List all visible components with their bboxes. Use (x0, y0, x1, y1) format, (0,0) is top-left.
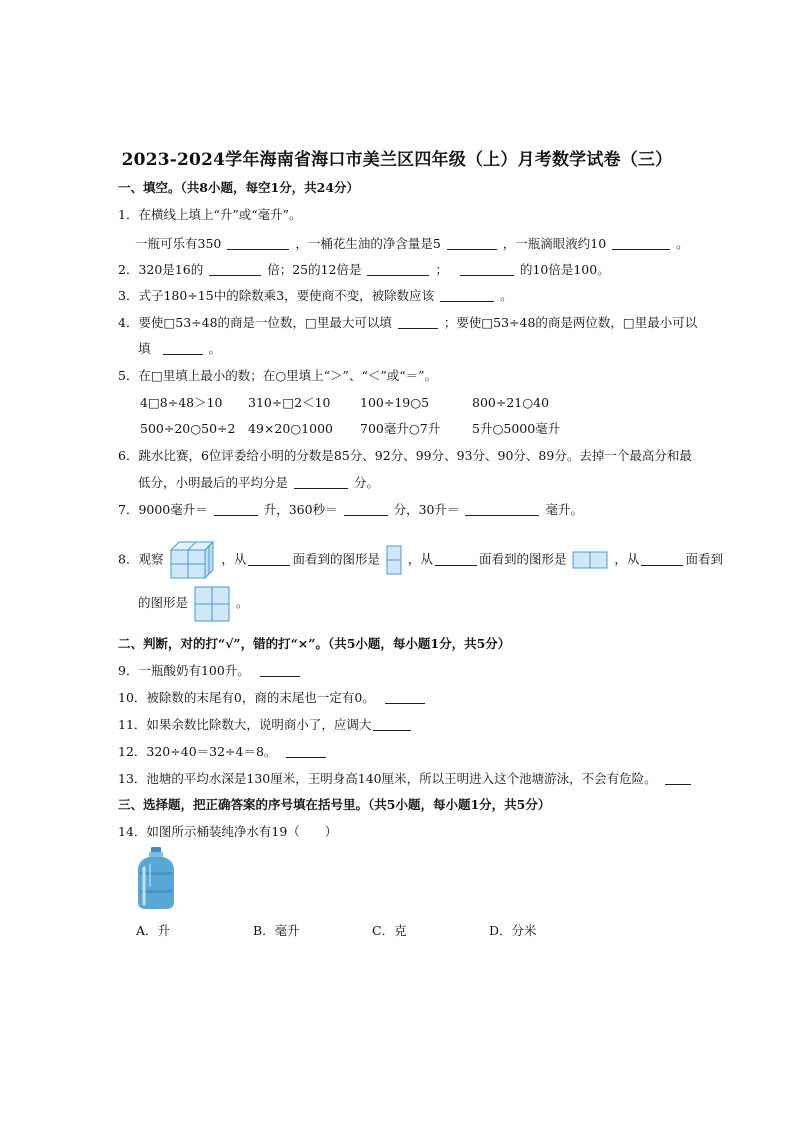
answer-blank[interactable] (367, 263, 429, 276)
question-4-line-1: 4．要使□53÷48的商是一位数，□里最大可以填 ；要使□53÷48的商是两位数，□里最小可以 (118, 315, 698, 330)
compare-item: 500÷20○50÷2 (140, 421, 236, 436)
option-a[interactable]: A．升 (136, 923, 171, 938)
answer-blank[interactable] (248, 553, 290, 566)
question-8-line-2: 的图形是 。 (138, 585, 249, 622)
question-7: 7．9000毫升＝ 升，360秒＝ 分，30升＝ 毫升。 (118, 502, 583, 517)
question-11: 11．如果余数比除数大，说明商小了，应调大 (118, 717, 413, 733)
answer-blank[interactable] (398, 316, 438, 329)
view-shape-vertical (386, 545, 402, 575)
compare-item: 5升○5000毫升 (472, 421, 561, 436)
page-title: 2023-2024学年海南省海口市美兰区四年级（上）月考数学试卷（三） (121, 150, 673, 170)
option-b[interactable]: B．毫升 (253, 923, 300, 938)
answer-blank[interactable] (286, 745, 326, 758)
section-heading-fill: 一、填空。（共8小题，每空1分，共24分） (118, 180, 360, 195)
option-c[interactable]: C．克 (372, 923, 407, 938)
answer-blank[interactable] (460, 263, 514, 276)
section-heading-judge: 二、判断，对的打“√”，错的打“×”。（共5小题，每小题1分，共5分） (118, 636, 511, 651)
section-heading-choice: 三、选择题，把正确答案的序号填在括号里。（共5小题，每小题1分，共5分） (118, 797, 551, 812)
question-1-stem: 1．在横线上填上“升”或“毫升”。 (118, 207, 302, 222)
answer-blank[interactable] (385, 691, 425, 704)
compare-item: 100÷19○5 (360, 395, 430, 410)
compare-item: 4□8÷48＞10 (140, 395, 223, 410)
compare-item: 700毫升○7升 (360, 421, 441, 436)
question-1-body: 一瓶可乐有350 ，一桶花生油的净含量是5 ，一瓶滴眼液约10 。 (135, 236, 689, 251)
answer-blank[interactable] (227, 237, 289, 250)
answer-blank[interactable] (465, 503, 539, 516)
answer-blank[interactable] (447, 237, 497, 250)
answer-blank[interactable] (435, 553, 477, 566)
question-12: 12．320÷40＝32÷4＝8。 (118, 744, 328, 760)
question-14-stem: 14．如图所示桶装纯净水有19（ ） (118, 824, 338, 839)
question-5-stem: 5．在□里填上最小的数；在○里填上“＞”、“＜”或“＝”。 (118, 368, 438, 383)
answer-blank[interactable] (440, 289, 494, 302)
option-d[interactable]: D．分米 (489, 923, 537, 938)
question-6-line-1: 6．跳水比赛，6位评委给小明的分数是85分、92分、99分、93分、90分、89分。去掉一个最高分和最 (118, 448, 692, 463)
question-9: 9．一瓶酸奶有100升。 (118, 663, 302, 679)
cube-figure (169, 540, 215, 580)
question-3: 3．式子180÷15中的除数乘3，要使商不变，被除数应该 。 (118, 288, 513, 303)
compare-item: 49×20○1000 (248, 421, 334, 436)
water-bottle-image (134, 846, 178, 910)
question-4-line-2: 填 。 (138, 341, 221, 356)
question-8-line-1: 8．观察 ，从 面看到的图形是 ，从 面看到的图形是 ，从 面看到 (118, 540, 723, 580)
question-10: 10．被除数的末尾有0，商的末尾也一定有0。 (118, 690, 427, 706)
answer-blank[interactable] (373, 718, 411, 731)
compare-item: 800÷21○40 (472, 395, 550, 410)
question-13: 13．池塘的平均水深是130厘米，王明身高140厘米，所以王明进入这个池塘游泳，不会有危险。 (118, 771, 693, 787)
question-2: 2．320是16的 倍；25的12倍是 ； 的10倍是100。 (118, 262, 610, 277)
answer-blank[interactable] (665, 772, 691, 785)
answer-blank[interactable] (641, 553, 683, 566)
answer-blank[interactable] (294, 476, 348, 489)
question-6-line-2: 低分，小明最后的平均分是 分。 (138, 475, 379, 490)
answer-blank[interactable] (209, 263, 261, 276)
compare-item: 310÷□2＜10 (248, 395, 331, 410)
answer-blank[interactable] (612, 237, 670, 250)
answer-blank[interactable] (344, 503, 388, 516)
answer-blank[interactable] (214, 503, 258, 516)
answer-blank[interactable] (260, 664, 300, 677)
answer-blank[interactable] (163, 342, 203, 355)
view-shape-horizontal (572, 551, 608, 569)
view-shape-square-grid (194, 586, 230, 622)
